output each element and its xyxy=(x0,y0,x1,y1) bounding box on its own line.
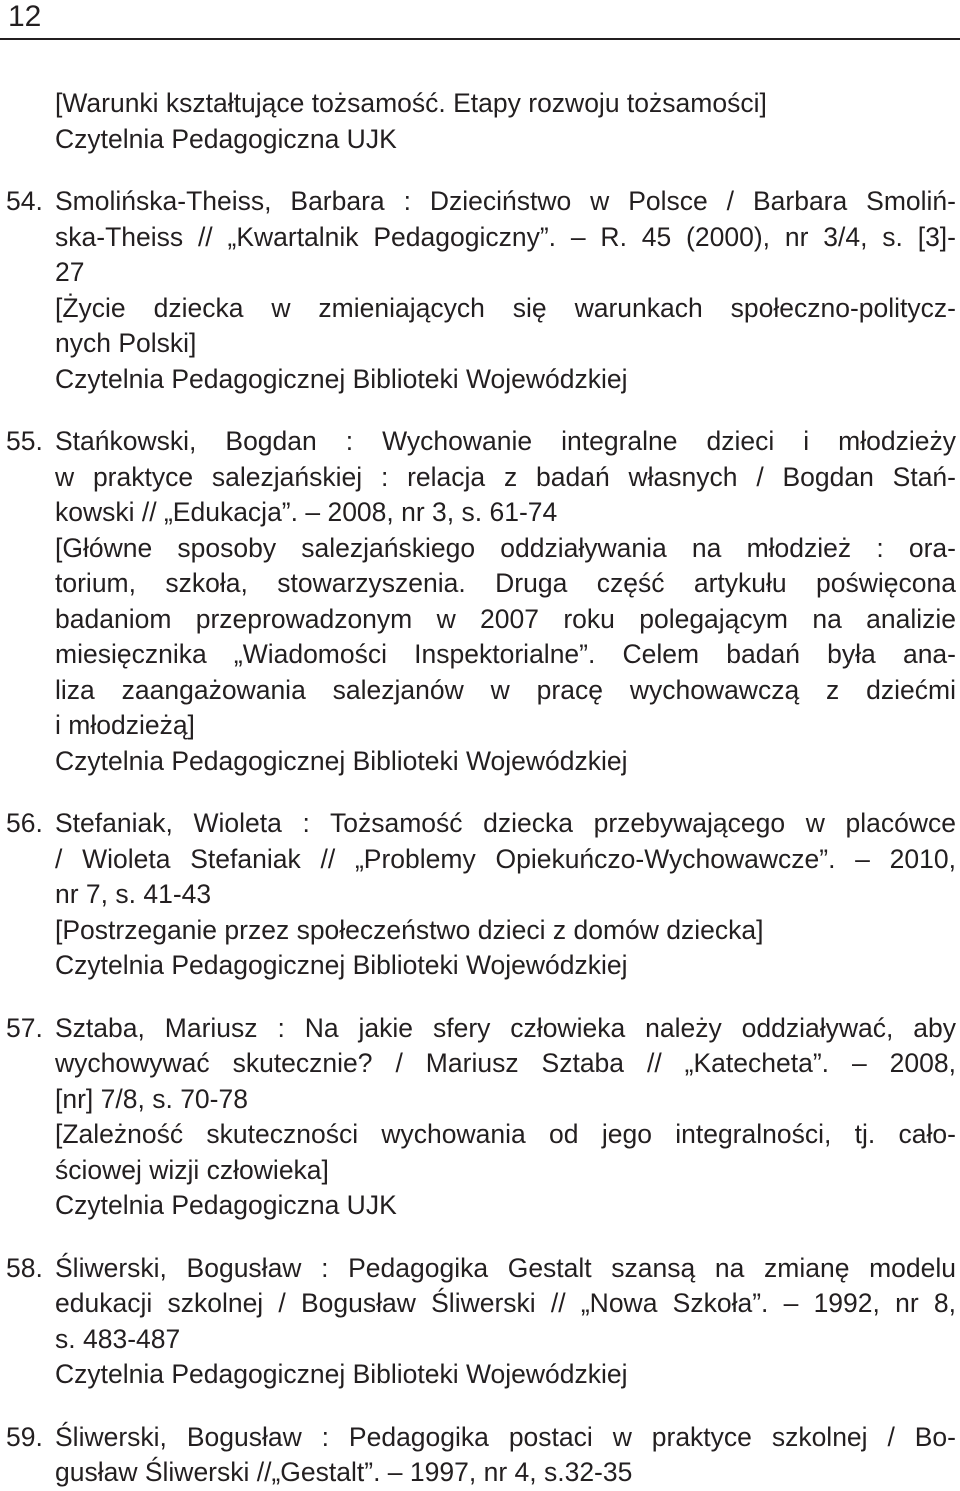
entry-line: / Wioleta Stefaniak // „Problemy Opiekuńczo-Wychowawcze”. – 2010, xyxy=(55,843,956,874)
entry-line: badaniom przeprowadzonym w 2007 roku polegającym na analizie xyxy=(55,603,956,634)
entry-location: Czytelnia Pedagogicznej Biblioteki Wojewódzkiej xyxy=(55,363,628,394)
entry-55 xyxy=(0,424,960,779)
entry-line: [Postrzeganie przez społeczeństwo dzieci z domów dziecka] xyxy=(55,914,764,945)
entry-line: [Główne sposoby salezjańskiego oddziaływania na młodzież : ora- xyxy=(55,532,956,563)
entry-56 xyxy=(0,806,960,984)
entry-number: 56. xyxy=(6,808,43,838)
page-number: 12 xyxy=(8,0,42,33)
entry-line: wychowywać skutecznie? / Mariusz Sztaba // „Katecheta”. – 2008, xyxy=(55,1048,956,1078)
entry-58 xyxy=(0,1251,960,1393)
entry-line: [Życie dziecka w zmieniających się warunkach społeczno-politycz- xyxy=(55,292,956,323)
entry-location: Czytelnia Pedagogiczna UJK xyxy=(55,1190,397,1220)
entry-line: torium, szkoła, stowarzyszenia. Druga część artykułu poświęcona xyxy=(55,568,956,598)
entry-line: ściowej wizji człowieka] xyxy=(55,1154,329,1185)
entry-57 xyxy=(0,1011,960,1224)
entry-line: 27 xyxy=(55,257,85,287)
entry-line: nych Polski] xyxy=(55,328,197,358)
entry-location: Czytelnia Pedagogicznej Biblioteki Wojewódzkiej xyxy=(55,1359,628,1389)
entry-line: miesięcznika „Wiadomości Inspektorialne”. Celem badań była ana- xyxy=(55,639,956,669)
entry-number: 54. xyxy=(6,186,43,216)
entry-line: ska-Theiss // „Kwartalnik Pedagogiczny”. – R. 45 (2000), nr 3/4, s. [3]- xyxy=(55,221,956,252)
entry-line: s. 483-487 xyxy=(55,1323,181,1354)
entry-line: kowski // „Edukacja”. – 2008, nr 3, s. 61-74 xyxy=(55,497,558,527)
entry-line: [nr] 7/8, s. 70-78 xyxy=(55,1083,248,1114)
entry-line: nr 7, s. 41-43 xyxy=(55,879,212,909)
entry-line: Stańkowski, Bogdan : Wychowanie integralne dzieci i młodzieży xyxy=(55,426,956,456)
entry-line: edukacji szkolnej / Bogusław Śliwerski // „Nowa Szkoła”. – 1992, nr 8, xyxy=(55,1288,956,1318)
entry-line: i młodzieżą] xyxy=(55,710,195,740)
header-rule xyxy=(0,38,960,40)
entry-line: w praktyce salezjańskiej : relacja z badań własnych / Bogdan Stań- xyxy=(55,461,956,492)
entry-line: Smolińska-Theiss, Barbara : Dzieciństwo w Polsce / Barbara Smoliń- xyxy=(55,186,956,216)
entry-line: Śliwerski, Bogusław : Pedagogika Gestalt szansą na zmianę modelu xyxy=(55,1252,956,1283)
entry-line: [Warunki kształtujące tożsamość. Etapy rozwoju tożsamości] xyxy=(55,88,767,118)
entry-line: [Zależność skuteczności wychowania od jego integralności, tj. cało- xyxy=(55,1119,956,1149)
entry-location: Czytelnia Pedagogiczna UJK xyxy=(55,123,397,154)
bibliography-list xyxy=(0,86,960,1491)
entry-number: 58. xyxy=(6,1252,43,1283)
entry-number: 59. xyxy=(6,1421,43,1452)
entry-line: Sztaba, Mariusz : Na jakie sfery człowieka należy oddziaływać, aby xyxy=(55,1012,956,1043)
entry-number: 57. xyxy=(6,1012,43,1043)
entry-location: Czytelnia Pedagogicznej Biblioteki Wojewódzkiej xyxy=(55,745,628,776)
entry-line: gusław Śliwerski //„Gestalt”. – 1997, nr 4, s.32-35 xyxy=(55,1457,633,1487)
entry-number: 55. xyxy=(6,426,43,456)
entry-location: Czytelnia Pedagogicznej Biblioteki Wojewódzkiej xyxy=(55,950,628,980)
entry-line: Śliwerski, Bogusław : Pedagogika postaci w praktyce szkolnej / Bo- xyxy=(55,1421,956,1452)
entry-line: liza zaangażowania salezjanów w pracę wychowawczą z dziećmi xyxy=(55,674,956,705)
entry-line: Stefaniak, Wioleta : Tożsamość dziecka przebywającego w placówce xyxy=(55,808,956,838)
entry-59 xyxy=(0,1420,960,1491)
entry-54 xyxy=(0,184,960,397)
entry-continuation xyxy=(0,86,960,157)
